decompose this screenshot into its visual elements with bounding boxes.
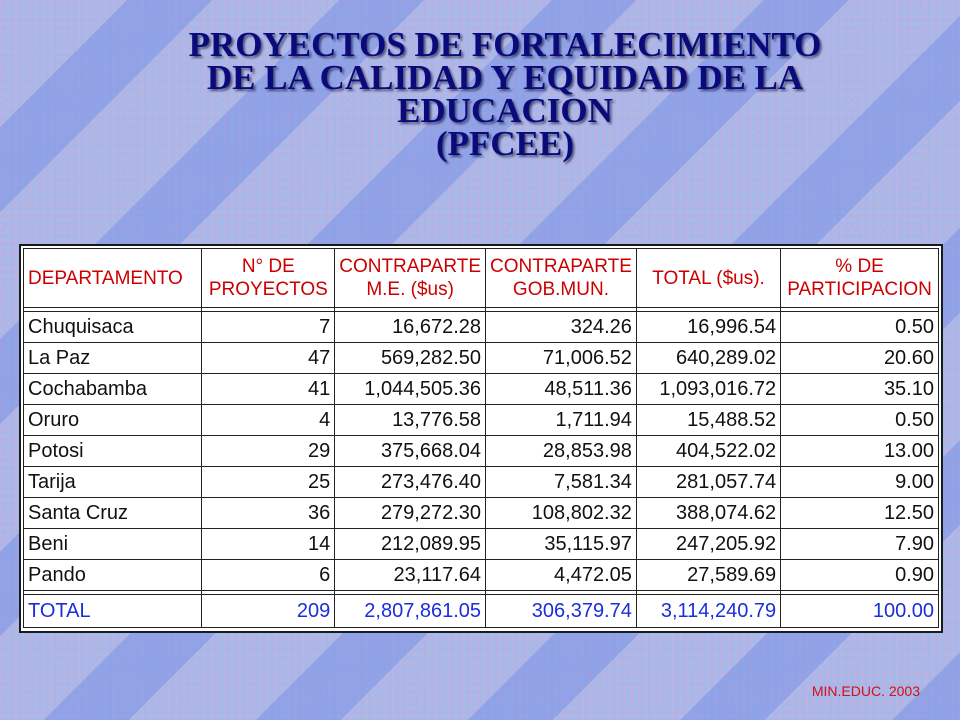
table-row: [23, 374, 939, 405]
total-row: [23, 595, 939, 628]
cell-contraparte-gobmun: 324.26: [486, 312, 637, 343]
pfcee-table-frame: [19, 244, 943, 633]
cell-proyectos: 25: [202, 467, 335, 498]
cell-participacion: 7.90: [781, 529, 939, 560]
cell-contraparte-me: 569,282.50: [335, 343, 486, 374]
pfcee-table: [23, 248, 939, 628]
cell-total: 3,114,240.79: [637, 595, 781, 628]
cell-contraparte-me: 273,476.40: [335, 467, 486, 498]
title-line-1: PROYECTOS DE FORTALECIMIENTO: [188, 25, 822, 64]
table-row: [23, 343, 939, 374]
cell-total: 281,057.74: [637, 467, 781, 498]
title-line-2: DE LA CALIDAD Y EQUIDAD DE LA: [206, 58, 804, 97]
cell-participacion: 9.00: [781, 467, 939, 498]
header-contraparte-gobmun: CONTRAPARTE GOB.MUN.: [486, 248, 637, 308]
cell-contraparte-gobmun: 7,581.34: [486, 467, 637, 498]
title-line-4: (PFCEE): [435, 124, 575, 163]
cell-contraparte-me: 1,044,505.36: [335, 374, 486, 405]
cell-participacion: 100.00: [781, 595, 939, 628]
header-proyectos: N° DE PROYECTOS: [202, 248, 335, 308]
cell-contraparte-gobmun: 71,006.52: [486, 343, 637, 374]
cell-contraparte-gobmun: 4,472.05: [486, 560, 637, 591]
cell-contraparte-gobmun: 306,379.74: [486, 595, 637, 628]
title-line-3: EDUCACION: [397, 91, 613, 130]
cell-contraparte-gobmun: 28,853.98: [486, 436, 637, 467]
cell-total: 404,522.02: [637, 436, 781, 467]
cell-participacion: 0.90: [781, 560, 939, 591]
cell-proyectos: 7: [202, 312, 335, 343]
table-row: [23, 467, 939, 498]
table-row: [23, 436, 939, 467]
cell-contraparte-me: 13,776.58: [335, 405, 486, 436]
header-participacion: % DE PARTICIPACION: [781, 248, 939, 308]
cell-proyectos: 14: [202, 529, 335, 560]
source-footer: MIN.EDUC. 2003: [811, 683, 920, 699]
cell-proyectos: 4: [202, 405, 335, 436]
cell-departamento: Oruro: [23, 405, 202, 436]
cell-total: 15,488.52: [637, 405, 781, 436]
cell-departamento: Cochabamba: [23, 374, 202, 405]
cell-proyectos: 41: [202, 374, 335, 405]
table-row: [23, 560, 939, 591]
cell-departamento: La Paz: [23, 343, 202, 374]
cell-departamento: Tarija: [23, 467, 202, 498]
cell-departamento: TOTAL: [23, 595, 202, 628]
cell-participacion: 35.10: [781, 374, 939, 405]
cell-participacion: 0.50: [781, 405, 939, 436]
table-row: [23, 405, 939, 436]
cell-total: 16,996.54: [637, 312, 781, 343]
cell-total: 1,093,016.72: [637, 374, 781, 405]
cell-participacion: 13.00: [781, 436, 939, 467]
cell-total: 640,289.02: [637, 343, 781, 374]
cell-contraparte-gobmun: 108,802.32: [486, 498, 637, 529]
cell-proyectos: 47: [202, 343, 335, 374]
cell-proyectos: 209: [202, 595, 335, 628]
cell-contraparte-me: 2,807,861.05: [335, 595, 486, 628]
cell-participacion: 0.50: [781, 312, 939, 343]
table-header-row: [23, 248, 939, 308]
table-row: [23, 312, 939, 343]
cell-contraparte-gobmun: 48,511.36: [486, 374, 637, 405]
cell-contraparte-me: 279,272.30: [335, 498, 486, 529]
header-contraparte-me: CONTRAPARTE M.E. ($us): [335, 248, 486, 308]
cell-departamento: Pando: [23, 560, 202, 591]
cell-departamento: Potosi: [23, 436, 202, 467]
cell-total: 388,074.62: [637, 498, 781, 529]
page-title: [0, 25, 960, 163]
cell-contraparte-me: 375,668.04: [335, 436, 486, 467]
cell-departamento: Chuquisaca: [23, 312, 202, 343]
table-row: [23, 529, 939, 560]
cell-participacion: 12.50: [781, 498, 939, 529]
cell-total: 27,589.69: [637, 560, 781, 591]
cell-departamento: Santa Cruz: [23, 498, 202, 529]
cell-contraparte-gobmun: 35,115.97: [486, 529, 637, 560]
cell-proyectos: 29: [202, 436, 335, 467]
cell-contraparte-me: 23,117.64: [335, 560, 486, 591]
cell-contraparte-me: 212,089.95: [335, 529, 486, 560]
header-departamento: DEPARTAMENTO: [23, 248, 202, 308]
cell-departamento: Beni: [23, 529, 202, 560]
cell-proyectos: 6: [202, 560, 335, 591]
cell-participacion: 20.60: [781, 343, 939, 374]
header-total: TOTAL ($us).: [637, 248, 781, 308]
table-row: [23, 498, 939, 529]
cell-contraparte-me: 16,672.28: [335, 312, 486, 343]
cell-contraparte-gobmun: 1,711.94: [486, 405, 637, 436]
cell-proyectos: 36: [202, 498, 335, 529]
cell-total: 247,205.92: [637, 529, 781, 560]
